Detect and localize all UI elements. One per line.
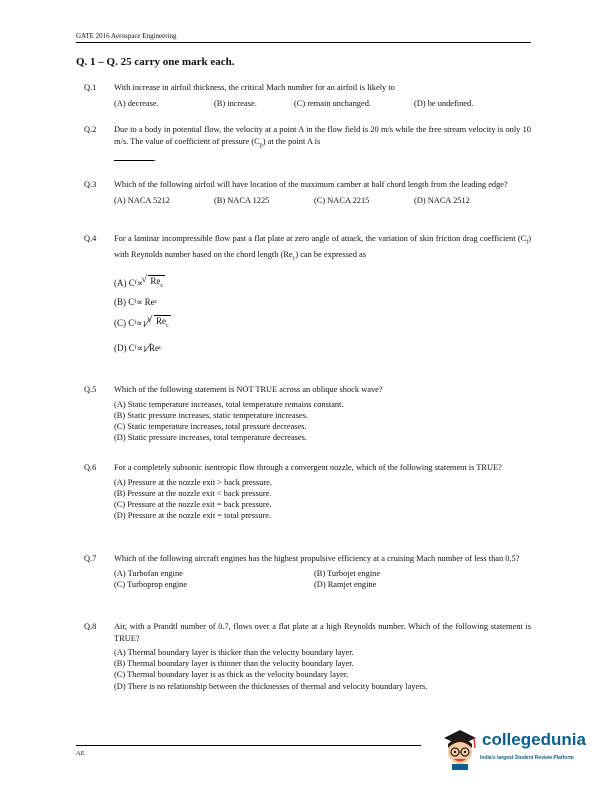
question-text-part: ) can be expressed as	[295, 250, 367, 260]
blank-end: .	[154, 153, 157, 163]
option-a: (A) NACA 5212	[114, 195, 170, 205]
options-list	[114, 477, 531, 522]
option-c: (C) Static temperature increases, total pressure decreases.	[114, 421, 307, 431]
question-text: With increase in airfoil thickness, the critical Mach number for an airfoil is likely to	[114, 83, 395, 92]
answer-blank	[114, 152, 157, 163]
logo-wordmark: collegedunia	[482, 730, 586, 749]
section-title: Q. 1 – Q. 25 carry one mark each.	[76, 56, 235, 68]
fraction: 1 ⁄ Re c	[142, 340, 162, 356]
option-b: (B) C f ∝ Re c	[114, 296, 158, 307]
option-b: (B) Static pressure increases, static temperature increases.	[114, 410, 308, 420]
options-row	[114, 98, 531, 110]
question-text	[114, 124, 531, 164]
question-8	[76, 621, 531, 692]
sqrt-term: √ $Re_c$	[148, 275, 165, 292]
fraction: 1 ⁄ √ $Re_c$	[142, 315, 170, 332]
formula-options	[114, 273, 531, 360]
question-number: Q.8	[84, 622, 97, 631]
question-text-part: Due to a body in potential flow, the velocity at a point A in the flow field is 20 m/s while the free stream velocity is only 10 m/s. The value of coefficient of pressure (C	[114, 125, 531, 146]
question-text-part: ) at the point A is	[262, 136, 321, 146]
option-d: (D) There is no relationship between the thicknesses of thermal and velocity boundary layers.	[114, 681, 428, 691]
option-b: (B) increase.	[214, 98, 257, 108]
option-a: (A) decrease.	[114, 98, 159, 108]
options-list	[114, 647, 531, 692]
option-a: (A) Pressure at the nozzle exit > back pressure.	[114, 477, 272, 487]
question-7	[76, 553, 531, 590]
option-d: (D) C f ∝ 1 ⁄ Re c	[114, 340, 162, 356]
option-c: (C) NACA 2215	[314, 195, 370, 205]
mascot-icon	[438, 726, 480, 770]
subscript: f	[526, 239, 529, 246]
question-number: Q.5	[84, 385, 97, 394]
option-b: (B) Thermal boundary layer is thinner than the velocity boundary layer.	[114, 659, 354, 669]
option-d: (D) Ramjet engine	[314, 579, 377, 589]
question-text-part: For a laminar incompressible flow past a flat plate at zero angle of attack, the variation of skin friction drag coefficient (C	[114, 234, 527, 243]
option-d: (D) Pressure at the nozzle exit = total pressure.	[114, 511, 272, 521]
option-c: (C) Thermal boundary layer is as thick as the velocity boundary layer.	[114, 670, 349, 680]
question-1	[76, 82, 531, 109]
header-title: GATE 2016 Aerospace Engineering	[76, 32, 177, 40]
question-number: Q.7	[84, 554, 97, 563]
option-c: (C) remain unchanged.	[294, 98, 371, 108]
question-text-part: ) with Reynolds number based on the chord length (Re	[114, 234, 531, 260]
option-a: (A) Thermal boundary layer is thicker than the velocity boundary layer.	[114, 648, 354, 657]
question-number: Q.2	[84, 125, 97, 134]
question-number: Q.1	[84, 83, 97, 92]
option-a: (A) Turbofan engine	[114, 568, 183, 578]
option-d: (D) be undefined.	[414, 98, 474, 108]
question-text: For a completely subsonic isentropic flow through a convergent nozzle, which of the following statement is TRUE?	[114, 463, 502, 472]
question-text: Which of the following airfoil will have location of the maximum camber at half chord length from the leading edge?	[114, 180, 508, 189]
options-list	[114, 568, 531, 590]
question-text: Which of the following aircraft engines has the highest propulsive efficiency at a cruising Mach number of less than 0.5?	[114, 554, 520, 563]
question-text: Which of the following statement is NOT TRUE across an oblique shock wave?	[114, 385, 383, 394]
question-text	[114, 233, 531, 265]
question-number: Q.6	[84, 463, 97, 472]
option-d: (D) NACA 2512	[414, 195, 470, 205]
options-list	[114, 399, 531, 444]
question-number: Q.3	[84, 180, 97, 189]
option-c: (C) Pressure at the nozzle exit = back pressure.	[114, 499, 272, 509]
question-3	[76, 179, 531, 206]
subscript: p	[259, 142, 263, 149]
option-a: (A) C f ∝ √ $Re_c$	[114, 273, 531, 294]
option-c: (C) C f ∝ 1 ⁄ √ $Re_c$	[114, 310, 531, 336]
option-a: (A) Static temperature increases, total temperature remains constant.	[114, 399, 344, 409]
options-row	[114, 195, 531, 207]
subscript: c	[292, 255, 296, 262]
header-divider	[76, 42, 531, 43]
question-4	[76, 233, 531, 360]
footer-divider	[76, 745, 421, 746]
collegedunia-logo	[438, 726, 586, 770]
question-text: Air, with a Prandtl number of 0.7, flows over a flat plate at a high Reynolds number. Which of the following statement is TRUE?	[114, 622, 531, 643]
option-b: (B) Pressure at the nozzle exit < back pressure.	[114, 488, 272, 498]
option-b: (B) NACA 1225	[214, 195, 270, 205]
option-d: (D) Static pressure increases, total temperature decreases.	[114, 433, 308, 443]
question-6	[76, 462, 531, 521]
logo-tagline: India's largest Student Review Platform	[480, 755, 574, 761]
footer-code: AE	[76, 750, 85, 757]
question-number: Q.4	[84, 234, 97, 243]
question-2	[76, 124, 531, 164]
question-5	[76, 384, 531, 443]
option-b: (B) Turbojet engine	[314, 568, 381, 578]
sqrt-term: √ $Re_c$	[154, 315, 171, 332]
option-c: (C) Turboprop engine	[114, 579, 188, 589]
